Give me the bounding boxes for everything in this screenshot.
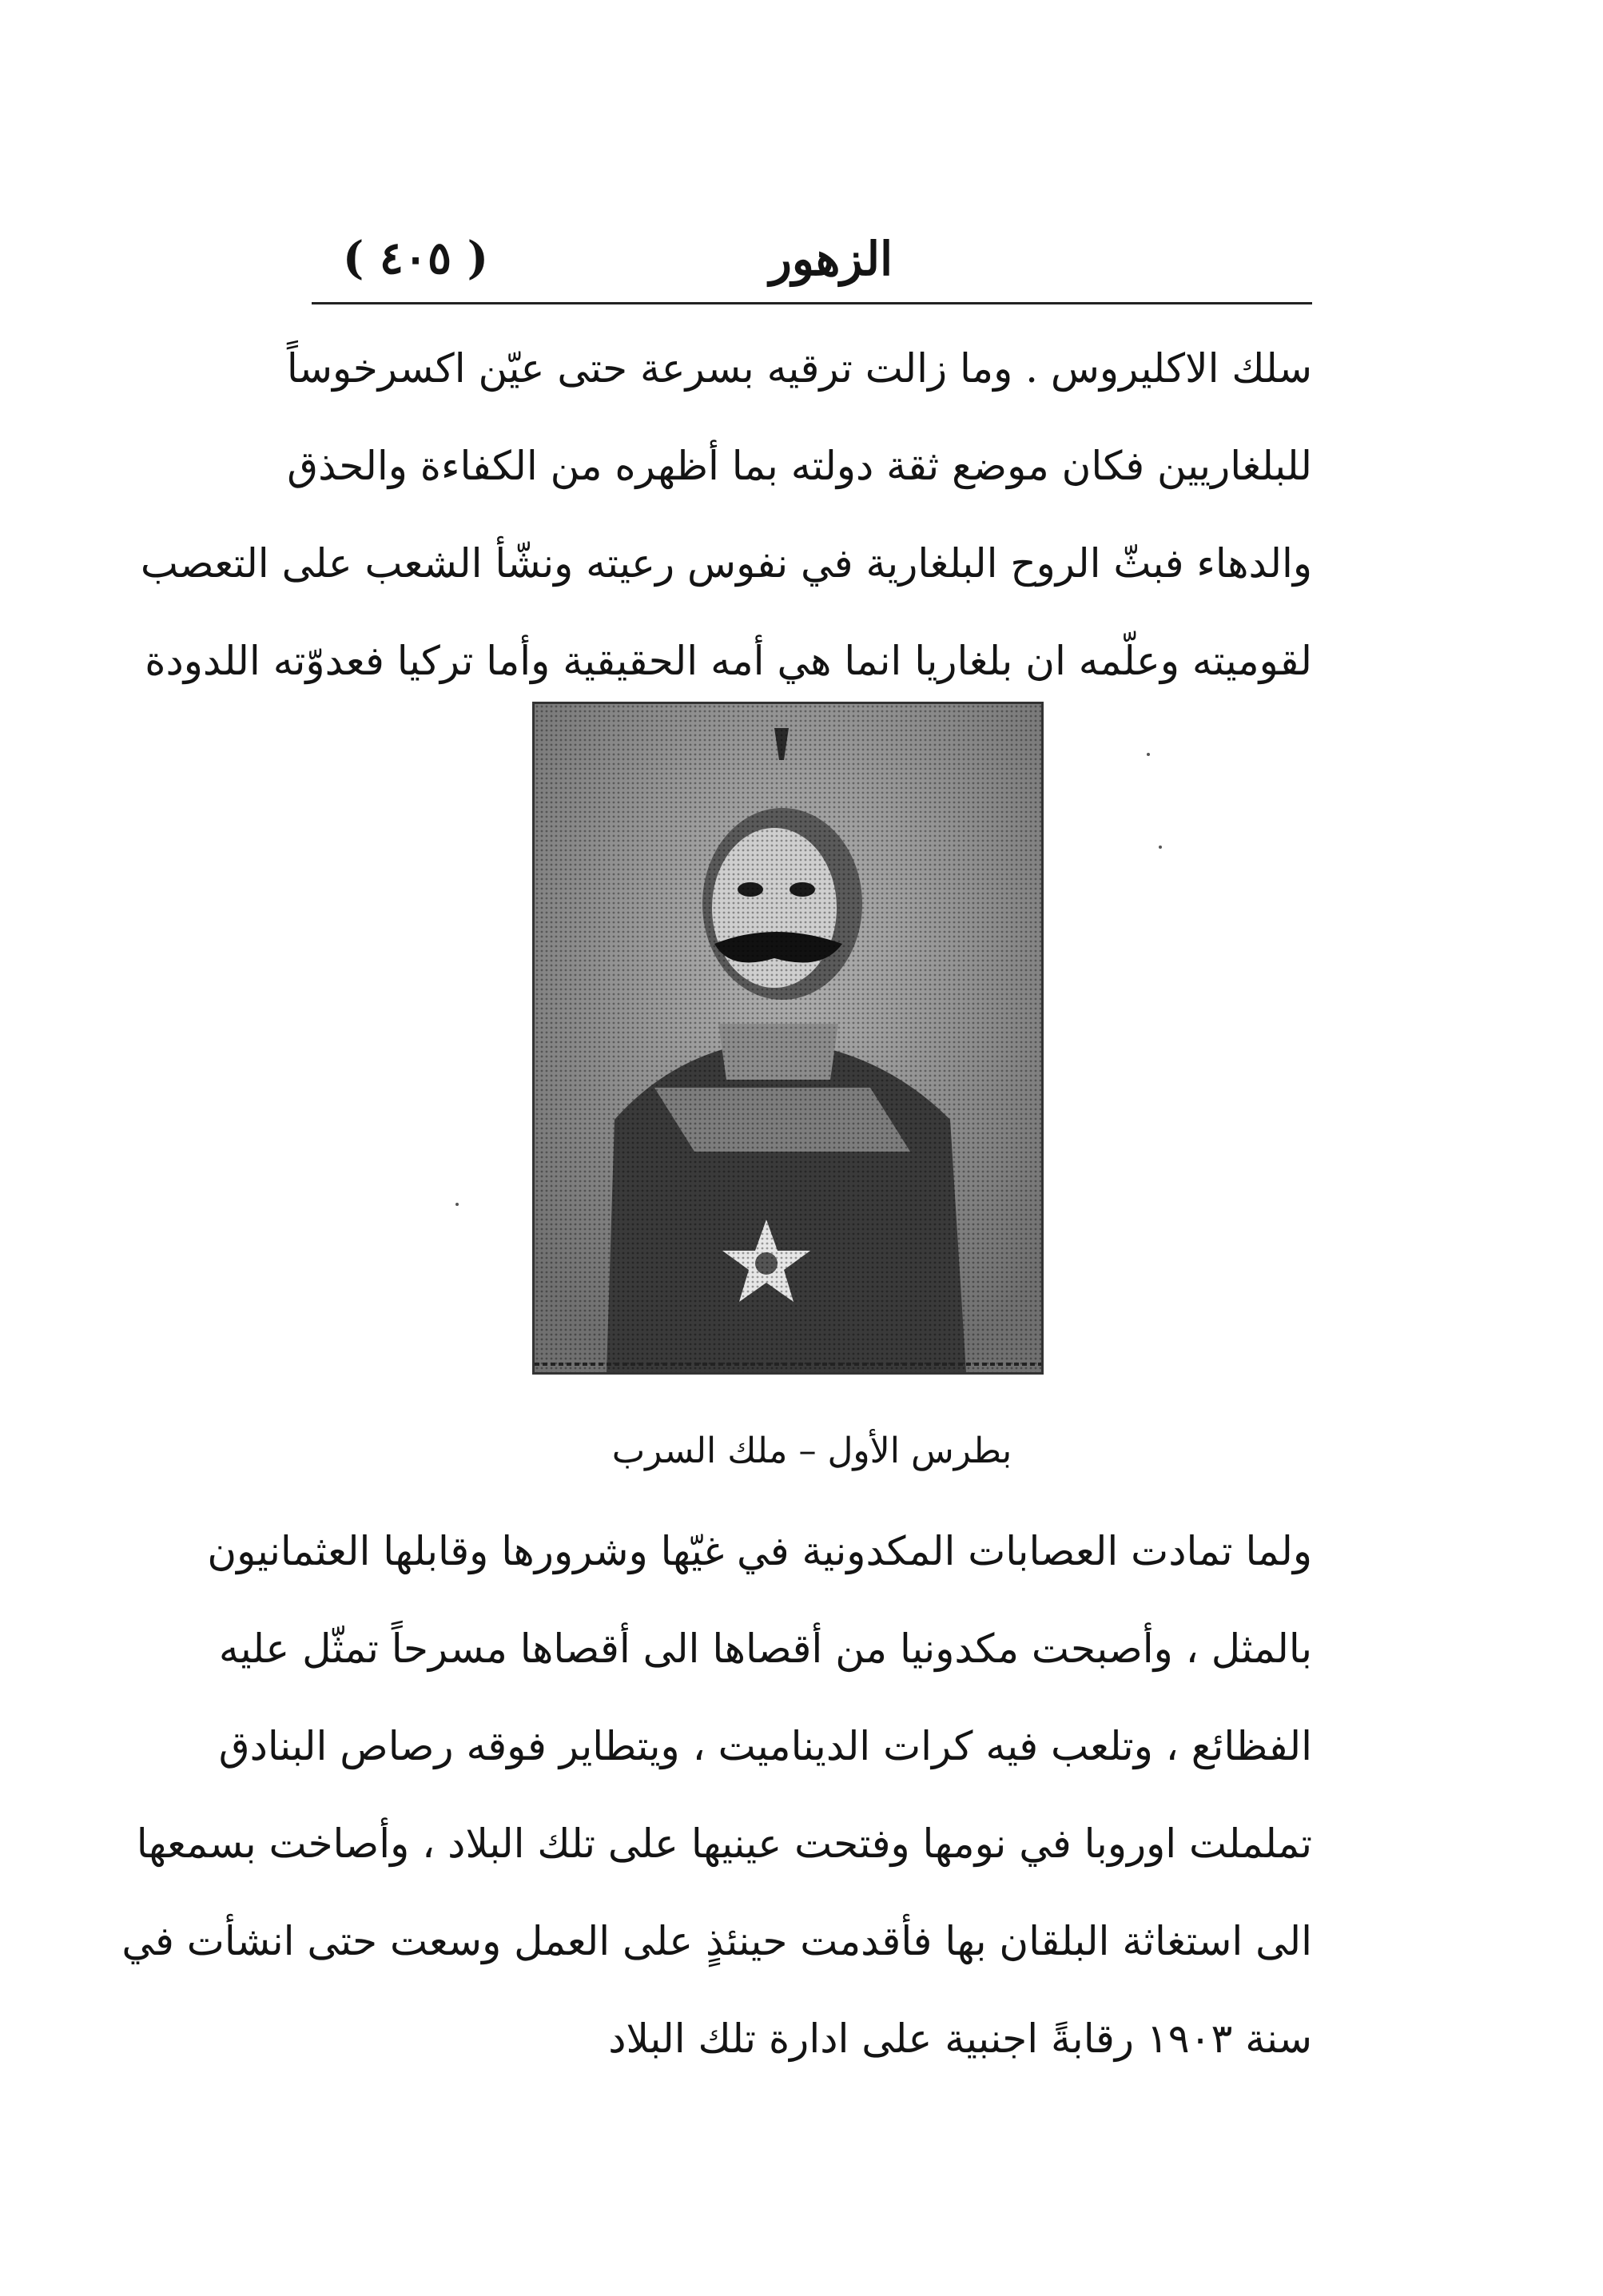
portrait-photo [532, 702, 1044, 1375]
text-line: والدهاء فبثّ الروح البلغارية في نفوس رعيته ونشّأ الشعب على التعصب [140, 540, 1312, 587]
scan-speck [455, 1203, 459, 1206]
text-line: للبلغاريين فكان موضع ثقة دولته بما أظهره من الكفاءة والحذق [287, 443, 1312, 489]
paragraph-1 [140, 320, 1312, 710]
scan-speck [1147, 753, 1150, 756]
header-rule [312, 302, 1312, 304]
paragraph-2 [121, 1502, 1312, 2087]
journal-title: الزهور [769, 232, 893, 286]
text-line: لقوميته وعلّمه ان بلغاريا انما هي أمه الحقيقية وأما تركيا فعدوّته اللدودة [145, 638, 1312, 684]
running-header [312, 224, 1311, 296]
text-line: الى استغاثة البلقان بها فأقدمت حينئذٍ على العمل وسعت حتى انشأت في [121, 1918, 1312, 1964]
text-line: ولما تمادت العصابات المكدونية في غيّها وشرورها وقابلها العثمانيون [207, 1528, 1312, 1574]
scan-speck [1159, 846, 1162, 849]
portrait-image [535, 704, 1041, 1372]
text-line: تململت اوروبا في نومها وفتحت عينيها على تلك البلاد ، وأصاخت بسمعها [136, 1820, 1312, 1867]
page-number: ( ٤٠٥ ) [342, 232, 489, 285]
text-line: سلك الاكليروس . وما زالت ترقيه بسرعة حتى عيّن اكسرخوساً [286, 345, 1312, 392]
text-line: بالمثل ، وأصبحت مكدونيا من أقصاها الى أقصاها مسرحاً تمثّل عليه [218, 1626, 1312, 1672]
text-line: سنة ١٩٠٣ رقابةً اجنبية على ادارة تلك البلاد [608, 2015, 1312, 2062]
text-line: الفظائع ، وتلعب فيه كرات الديناميت ، ويتطاير فوقه رصاص البنادق [218, 1723, 1312, 1769]
figure-caption: بطرس الأول – ملك السرب [611, 1431, 1012, 1471]
